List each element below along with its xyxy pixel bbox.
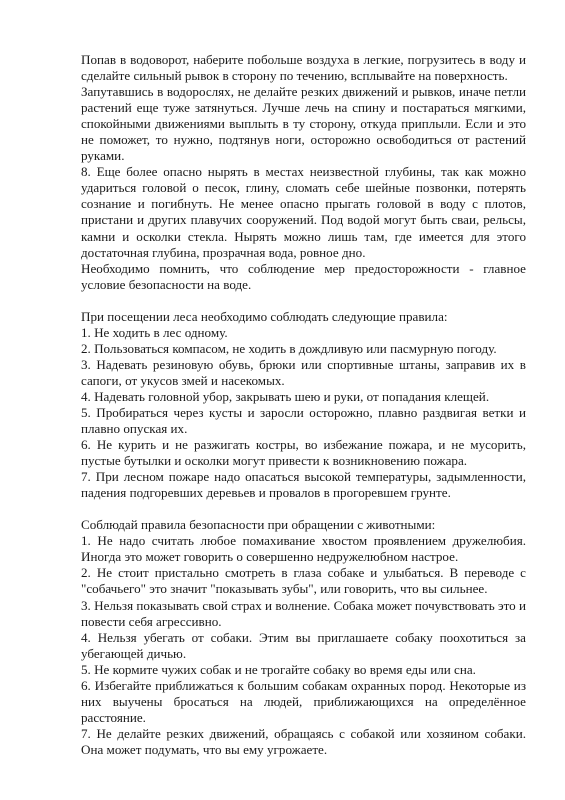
forest-rule-6: 6. Не курить и не разжигать костры, во избежание пожара, и не мусорить, пустые бутылки и осколки могут привести к возникновению пожара. [81, 437, 526, 469]
water-paragraph-whirlpool: Попав в водоворот, наберите побольше воздуха в легкие, погрузитесь в воду и сделайте сильный рывок в сторону по течению, всплывайте на поверхность. [81, 52, 526, 84]
animals-rule-7: 7. Не делайте резких движений, обращаясь с собакой или хозяином собаки. Она может подумать, что вы ему угрожаете. [81, 725, 526, 757]
forest-rule-7: 7. При лесном пожаре надо опасаться высокой температуры, задымленности, падения подгоревших деревьев и провалов в прогоревшем грунте. [81, 469, 526, 501]
animals-rule-5: 5. Не кормите чужих собак и не трогайте собаку во время еды или сна. [81, 661, 476, 677]
section-gap [81, 293, 526, 309]
document-page [81, 52, 526, 758]
section-gap [81, 501, 526, 517]
water-paragraph-seaweed: Запутавшись в водорослях, не делайте резких движений и рывков, иначе петли растений еще туже затянуться. Лучше лечь на спину и постараться мягкими, спокойными движениями выплыть в ту сторону, откуда приплыли. Если и это не поможет, то нужно, подтянув ноги, осторожно освободиться от растений руками. [81, 84, 526, 164]
animals-rule-6: 6. Избегайте приближаться к большим собакам охранных пород. Некоторые из них выучены бросаться на людей, приближающихся на определённое расстояние. [81, 677, 526, 725]
forest-rule-2: 2. Пользоваться компасом, не ходить в дождливую или пасмурную погоду. [81, 340, 497, 356]
forest-rule-5: 5. Пробираться через кусты и заросли осторожно, плавно раздвигая ветки и плавно опуская их. [81, 404, 526, 437]
forest-rule-3: 3. Надевать резиновую обувь, брюки или спортивные штаны, заправив их в сапоги, от укусов змей и насекомых. [81, 356, 526, 388]
water-paragraph-conclusion: Необходимо помнить, что соблюдение мер предосторожности - главное условие безопасности на воде. [81, 260, 526, 292]
animals-rule-4: 4. Нельзя убегать от собаки. Этим вы приглашаете собаку поохотиться за убегающей дичью. [81, 629, 526, 661]
animals-intro: Соблюдай правила безопасности при обращении с животными: [81, 517, 436, 533]
forest-rule-1: 1. Не ходить в лес одному. [81, 324, 228, 340]
animals-rule-3: 3. Нельзя показывать свой страх и волнение. Собака может почувствовать это и повести себя агрессивно. [81, 597, 526, 629]
forest-rule-4: 4. Надевать головной убор, закрывать шею и руки, от попадания клещей. [81, 388, 490, 404]
forest-intro: При посещении леса необходимо соблюдать следующие правила: [81, 308, 448, 324]
water-paragraph-diving: 8. Еще более опасно нырять в местах неизвестной глубины, так как можно удариться головой о песок, глину, сломать себе шейные позвонки, потерять сознание и погибнуть. Не менее опасно прыгать головой в воду с плотов, пристани и других плавучих сооружений. Под водой могут быть сваи, рельсы, камни и осколки стекла. Нырять можно лишь там, где имеется для этого достаточная глубина, прозрачная вода, ровное дно. [81, 164, 526, 260]
animals-rule-2: 2. Не стоит пристально смотреть в глаза собаке и улыбаться. В переводе с "собачьего" это значит "показывать зубы", или говорить, что вы сильнее. [81, 565, 526, 597]
animals-rule-1: 1. Не надо считать любое помахивание хвостом проявлением дружелюбия. Иногда это может говорить о совершенно недружелюбном настрое. [81, 533, 526, 565]
